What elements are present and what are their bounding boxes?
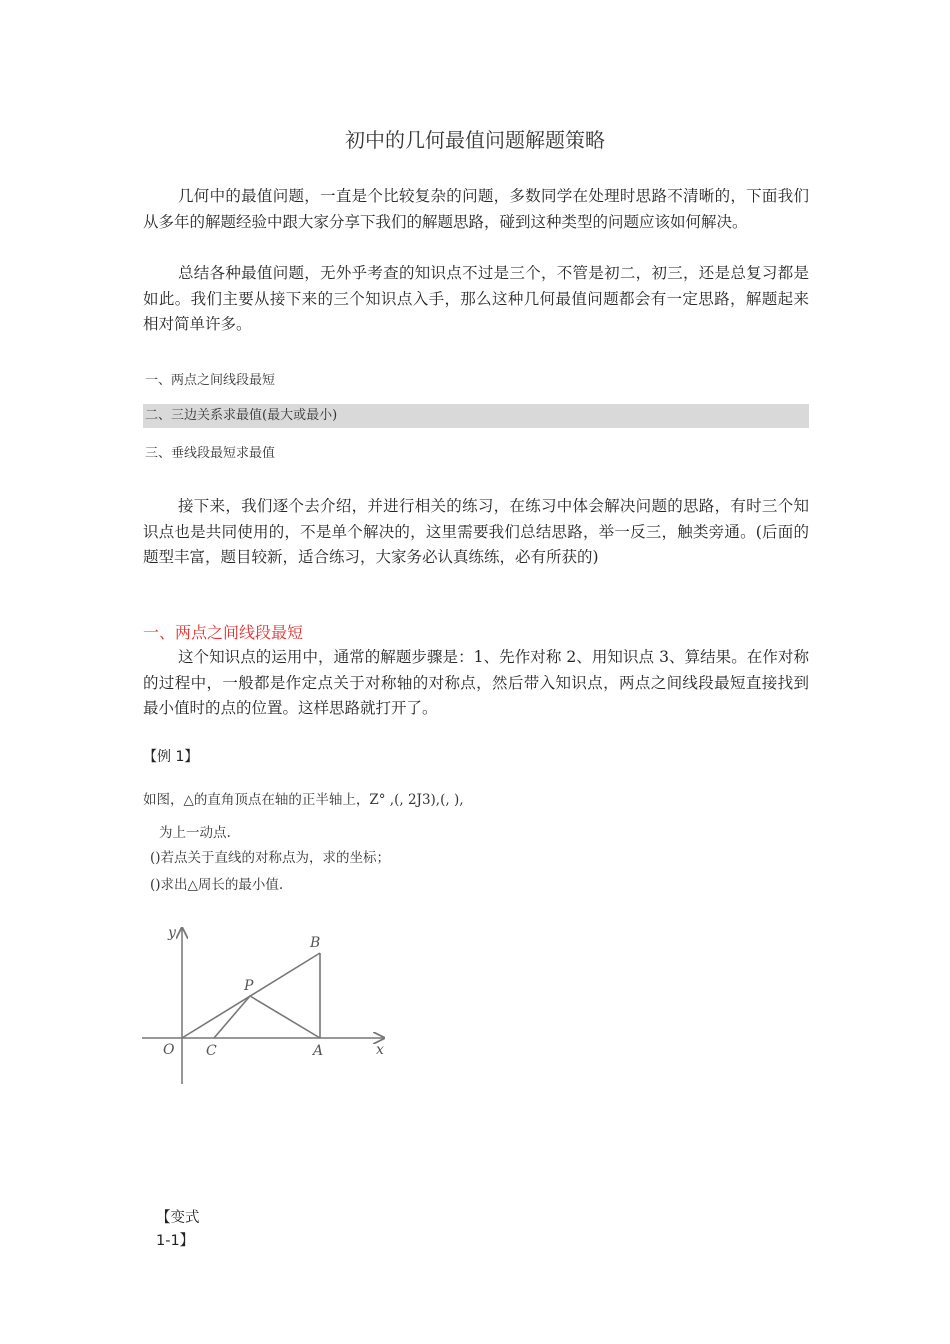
c-label: C xyxy=(206,1043,217,1059)
y-label: y xyxy=(168,925,176,941)
page-title: 初中的几何最值问题解题策略 xyxy=(345,128,605,152)
geometry-figure xyxy=(138,920,398,1090)
a-label: A xyxy=(313,1043,324,1059)
intro-paragraph-1: 几何中的最值问题，一直是个比较复杂的问题，多数同学在处理时思路不清晰的，下面我们从多年的解题经验中跟大家分享下我们的解题思路，碰到这种类型的问题应该如何解决。 xyxy=(143,187,809,231)
toc-item-3: 三、垂线段最短求最值 xyxy=(145,446,276,461)
example-1-line-2: 为上一动点. xyxy=(159,825,231,841)
section-1-heading: 一、两点之间线段最短 xyxy=(143,623,304,642)
p-label: P xyxy=(244,978,254,994)
segment-pc xyxy=(214,996,250,1038)
b-label: B xyxy=(310,935,321,951)
transition-paragraph: 接下来，我们逐个去介绍，并进行相关的练习，在练习中体会解决问题的思路，有时三个知识点也是共同使用的，不是单个解决的，这里需要我们总结思路，举一反三，触类旁通。(后面的题型丰富，题目较新，适合练习，大家务必认真练练，必有所获的) xyxy=(143,497,809,566)
example-1-label: 【例 1】 xyxy=(143,749,199,765)
variant-1-1-label: 【变式 1-1】 xyxy=(156,1210,200,1249)
segment-pa xyxy=(250,996,320,1038)
example-1-line-1: 如图，△的直角顶点在轴的正半轴上，Z° ,(, 2J3),(, ), xyxy=(143,792,464,808)
toc-item-1: 一、两点之间线段最短 xyxy=(145,373,276,388)
example-1-line-3: ()若点关于直线的对称点为，求的坐标； xyxy=(150,850,391,866)
section-1-body: 这个知识点的运用中，通常的解题步骤是：1、先作对称 2、用知识点 3、算结果。在作对称的过程中，一般都是作定点关于对称轴的对称点，然后带入知识点，两点之间线段最短直接找到最小值时的点的位置。这样思路就打开了。 xyxy=(143,648,809,717)
intro-paragraph-2: 总结各种最值问题，无外乎考查的知识点不过是三个，不管是初二，初三，还是总复习都是如此。我们主要从接下来的三个知识点入手，那么这种几何最值问题都会有一定思路，解题起来相对简单许多。 xyxy=(143,264,809,333)
toc-item-2: 二、三边关系求最值(最大或最小) xyxy=(143,404,809,428)
x-label: x xyxy=(376,1042,384,1058)
o-label: O xyxy=(163,1042,175,1058)
example-1-line-4: ()求出△周长的最小值. xyxy=(150,877,284,893)
